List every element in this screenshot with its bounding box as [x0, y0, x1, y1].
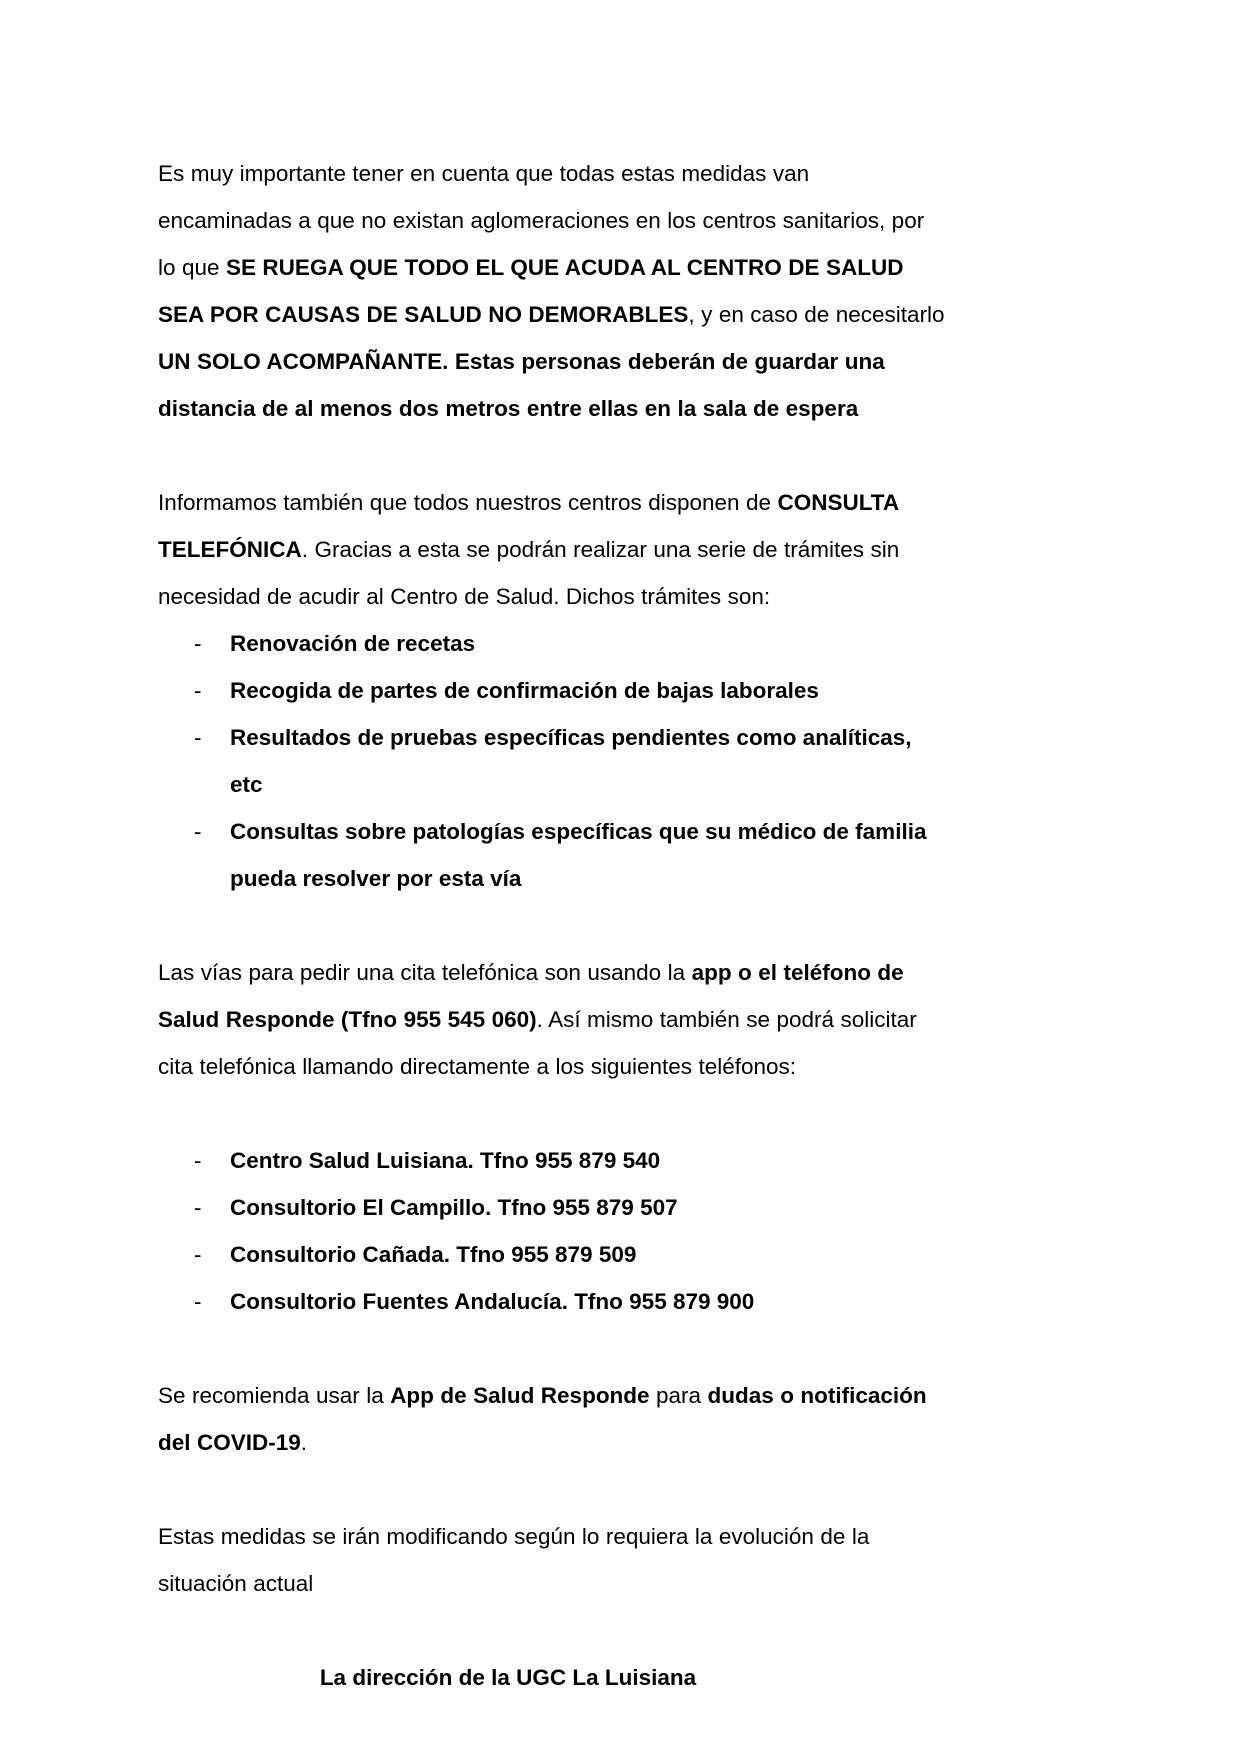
list-item-label: Consultas sobre patologías específicas que su médico de familia pueda resolver por esta vía [230, 819, 927, 891]
list-item-label: Consultorio Fuentes Andalucía. Tfno 955 879 900 [230, 1289, 755, 1314]
list-item [158, 667, 948, 714]
para3-run2-bold: app o el teléfono de Salud Responde (Tfno 955 545 060) [158, 960, 904, 1032]
paragraph-medidas-modificacion [158, 1513, 948, 1607]
list-tramites [158, 620, 948, 902]
dash-bullet-icon: - [194, 1242, 202, 1267]
paragraph-medidas [158, 150, 948, 432]
list-item-label: Consultorio El Campillo. Tfno 955 879 507 [230, 1195, 678, 1220]
para2-run3: . Gracias a esta se podrán realizar una serie de trámites sin necesidad de acudir al Centro de Salud. Dichos trámites son: [158, 537, 900, 609]
spacer-5 [158, 1466, 948, 1513]
dash-bullet-icon: - [194, 819, 202, 844]
dash-bullet-icon: - [194, 1289, 202, 1314]
para1-run1: Es muy importante tener en cuenta que todas estas medidas van encaminadas a que no existan aglomeraciones en los centros sanitarios, por lo que [158, 161, 925, 280]
list-item-label: Resultados de pruebas específicas pendientes como analíticas, etc [230, 725, 912, 797]
spacer-1 [158, 432, 948, 479]
para4-run3: para [649, 1383, 708, 1408]
para4-run5: . [300, 1430, 308, 1455]
para1-run3: , y en caso de necesitarlo [688, 302, 945, 327]
document-body [158, 150, 948, 1701]
spacer-2 [158, 902, 948, 949]
dash-bullet-icon: - [194, 1148, 202, 1173]
para1-run4-bold: UN SOLO ACOMPAÑANTE. Estas personas deberán de guardar una distancia de al menos dos metros entre ellas en la sala de espera [158, 349, 885, 421]
para3-run1: Las vías para pedir una cita telefónica son usando la [158, 960, 692, 985]
list-item [158, 1231, 948, 1278]
list-item [158, 1278, 948, 1325]
list-item [158, 1184, 948, 1231]
spacer-3 [158, 1090, 948, 1137]
para5-run1: Estas medidas se irán modificando según lo requiera la evolución de la situación actual [158, 1524, 870, 1596]
dash-bullet-icon: - [194, 1195, 202, 1220]
dash-bullet-icon: - [194, 725, 202, 750]
para4-run1: Se recomienda usar la [158, 1383, 391, 1408]
para1-run2-bold: SE RUEGA QUE TODO EL QUE ACUDA AL CENTRO DE SALUD SEA POR CAUSAS DE SALUD NO DEMORABLES [158, 255, 904, 327]
para4-run2-bold: App de Salud Responde [390, 1383, 650, 1408]
list-telefonos [158, 1137, 948, 1325]
paragraph-app-recomendada [158, 1372, 948, 1466]
list-item [158, 1137, 948, 1184]
para4-run4-bold: dudas o notificación del COVID-19 [158, 1383, 927, 1455]
list-item [158, 714, 948, 808]
list-item-label: Consultorio Cañada. Tfno 955 879 509 [230, 1242, 637, 1267]
para3-run3: . Así mismo también se podrá solicitar cita telefónica llamando directamente a los siguientes teléfonos: [158, 1007, 917, 1079]
dash-bullet-icon: - [194, 631, 202, 656]
paragraph-consulta-telefonica [158, 479, 948, 620]
list-item [158, 808, 948, 902]
signature-line: La dirección de la UGC La Luisiana [319, 1665, 697, 1690]
list-item-label: Renovación de recetas [230, 631, 476, 656]
para2-run2-bold: CONSULTA TELEFÓNICA [158, 490, 899, 562]
list-item-label: Recogida de partes de confirmación de bajas laborales [230, 678, 819, 703]
spacer-4 [158, 1325, 948, 1372]
para2-run1: Informamos también que todos nuestros centros disponen de [158, 490, 778, 515]
paragraph-vias-cita [158, 949, 948, 1090]
dash-bullet-icon: - [194, 678, 202, 703]
list-item [158, 620, 948, 667]
list-item-label: Centro Salud Luisiana. Tfno 955 879 540 [230, 1148, 661, 1173]
